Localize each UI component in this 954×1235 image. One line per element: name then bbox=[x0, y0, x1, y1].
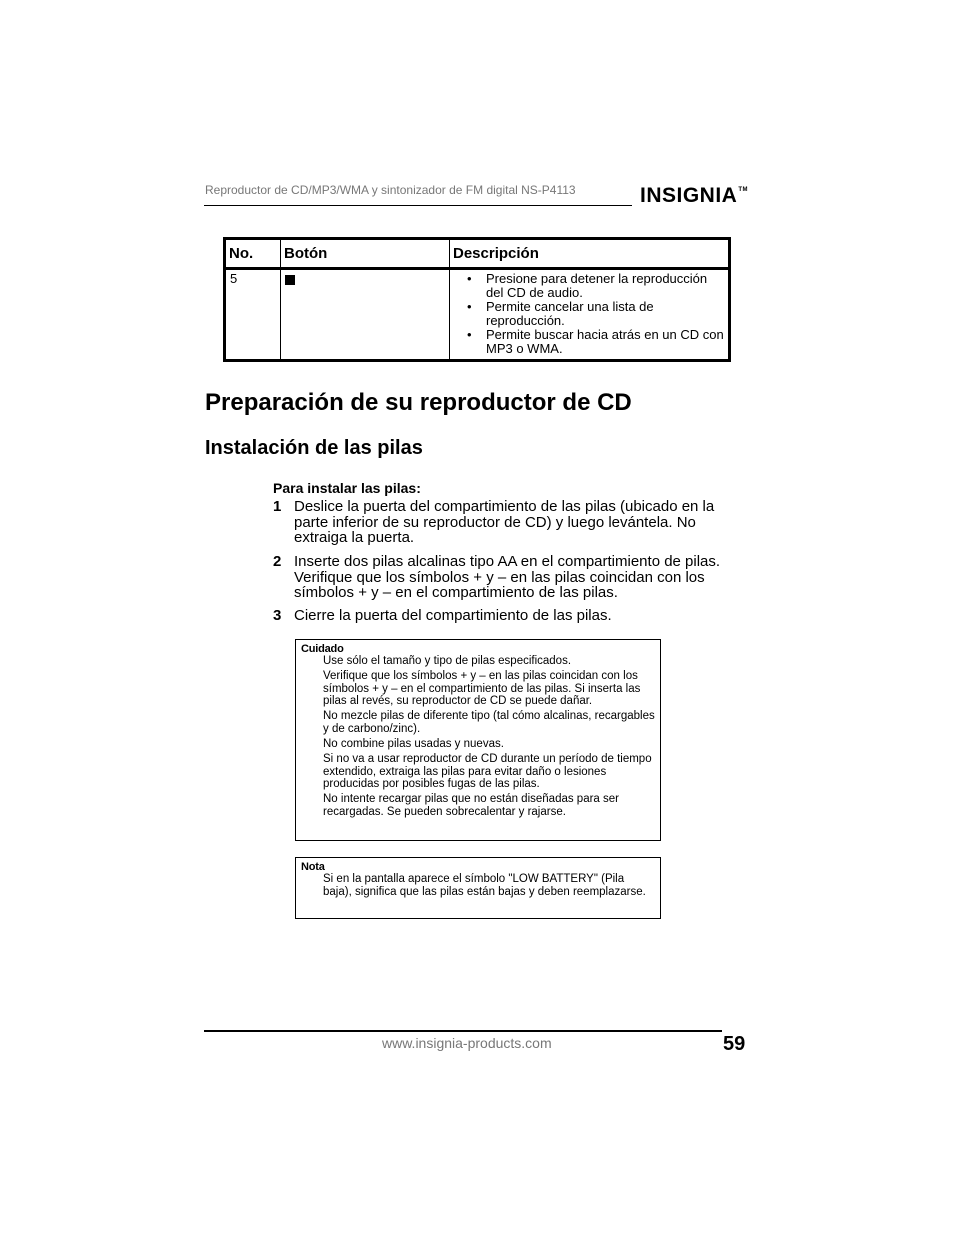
logo-text: INSIGNIA bbox=[640, 184, 738, 207]
procedure-step-2 bbox=[273, 554, 743, 601]
note-box bbox=[295, 857, 661, 919]
description-item: • Permite buscar hacia atrás en un CD con MP3 o WMA. bbox=[454, 328, 724, 356]
cell-description bbox=[450, 269, 730, 361]
caution-list bbox=[323, 655, 655, 821]
column-header-no: No. bbox=[225, 239, 281, 269]
footer-divider bbox=[204, 1030, 722, 1032]
description-item: • Permite cancelar una lista de reproducción. bbox=[454, 300, 724, 328]
column-header-button: Botón bbox=[281, 239, 450, 269]
step-text: Deslice la puerta del compartimiento de las pilas (ubicado en la parte inferior de su reproductor de CD) y luego levántela. No extraiga la puerta. bbox=[294, 498, 715, 546]
cell-button bbox=[281, 269, 450, 361]
caution-title: Cuidado bbox=[301, 643, 344, 655]
step-text: Cierre la puerta del compartimiento de las pilas. bbox=[294, 607, 612, 624]
step-number: 2 bbox=[273, 553, 282, 570]
logo-trademark: TM bbox=[738, 187, 749, 193]
description-item: • Presione para detener la reproducción del CD de audio. bbox=[454, 272, 724, 300]
running-header: Reproductor de CD/MP3/WMA y sintonizador de FM digital NS-P4113 bbox=[205, 183, 576, 197]
subsection-title: Instalación de las pilas bbox=[205, 437, 423, 459]
note-text: Si en la pantalla aparece el símbolo "LOW BATTERY" (Pila baja), significa que las pilas están bajas y deben reemplazarse. bbox=[323, 873, 646, 898]
procedure-step-3 bbox=[273, 608, 743, 624]
caution-item: No combine pilas usadas y nuevas. bbox=[323, 738, 504, 751]
procedure-label: Para instalar las pilas: bbox=[273, 480, 421, 496]
footer-url: www.insignia-products.com bbox=[382, 1035, 552, 1051]
column-header-description: Descripción bbox=[450, 239, 730, 269]
table-header-row bbox=[225, 239, 730, 269]
page-number: 59 bbox=[723, 1033, 746, 1055]
stop-square-icon bbox=[285, 275, 295, 285]
caution-item: No intente recargar pilas que no están diseñadas para ser recargadas. Se pueden sobrecalentar y rajarse. bbox=[323, 793, 619, 819]
procedure-step-1 bbox=[273, 499, 743, 546]
section-title: Preparación de su reproductor de CD bbox=[205, 389, 632, 416]
caution-box bbox=[295, 639, 661, 841]
cell-number: 5 bbox=[225, 269, 281, 361]
table-row bbox=[225, 269, 730, 361]
note-title: Nota bbox=[301, 861, 325, 873]
header-divider bbox=[204, 205, 632, 206]
description-list bbox=[454, 272, 724, 356]
insignia-logo bbox=[640, 184, 748, 208]
step-number: 1 bbox=[273, 498, 282, 515]
note-body bbox=[323, 873, 655, 901]
caution-item: Si no va a usar reproductor de CD durante un período de tiempo extendido, extraiga las pilas para evitar daño o lesiones producidas por posibles fugas de las pilas. bbox=[323, 753, 652, 791]
step-number: 3 bbox=[273, 607, 282, 624]
button-table bbox=[223, 237, 731, 362]
caution-item: No mezcle pilas de diferente tipo (tal cómo alcalinas, recargables y de carbono/zinc). bbox=[323, 710, 655, 735]
step-text: Inserte dos pilas alcalinas tipo AA en el compartimiento de pilas. Verifique que los símbolos + y – en las pilas coincidan con los símbolos + y – en el compartimiento de las pilas. bbox=[294, 553, 721, 601]
caution-item: Use sólo el tamaño y tipo de pilas especificados. bbox=[323, 655, 572, 667]
caution-item: Verifique que los símbolos + y – en las pilas coincidan con los símbolos + y – en el compartimiento de las pilas. Si inserta las pilas al revés, su reproductor de CD se puede dañar. bbox=[323, 670, 641, 708]
